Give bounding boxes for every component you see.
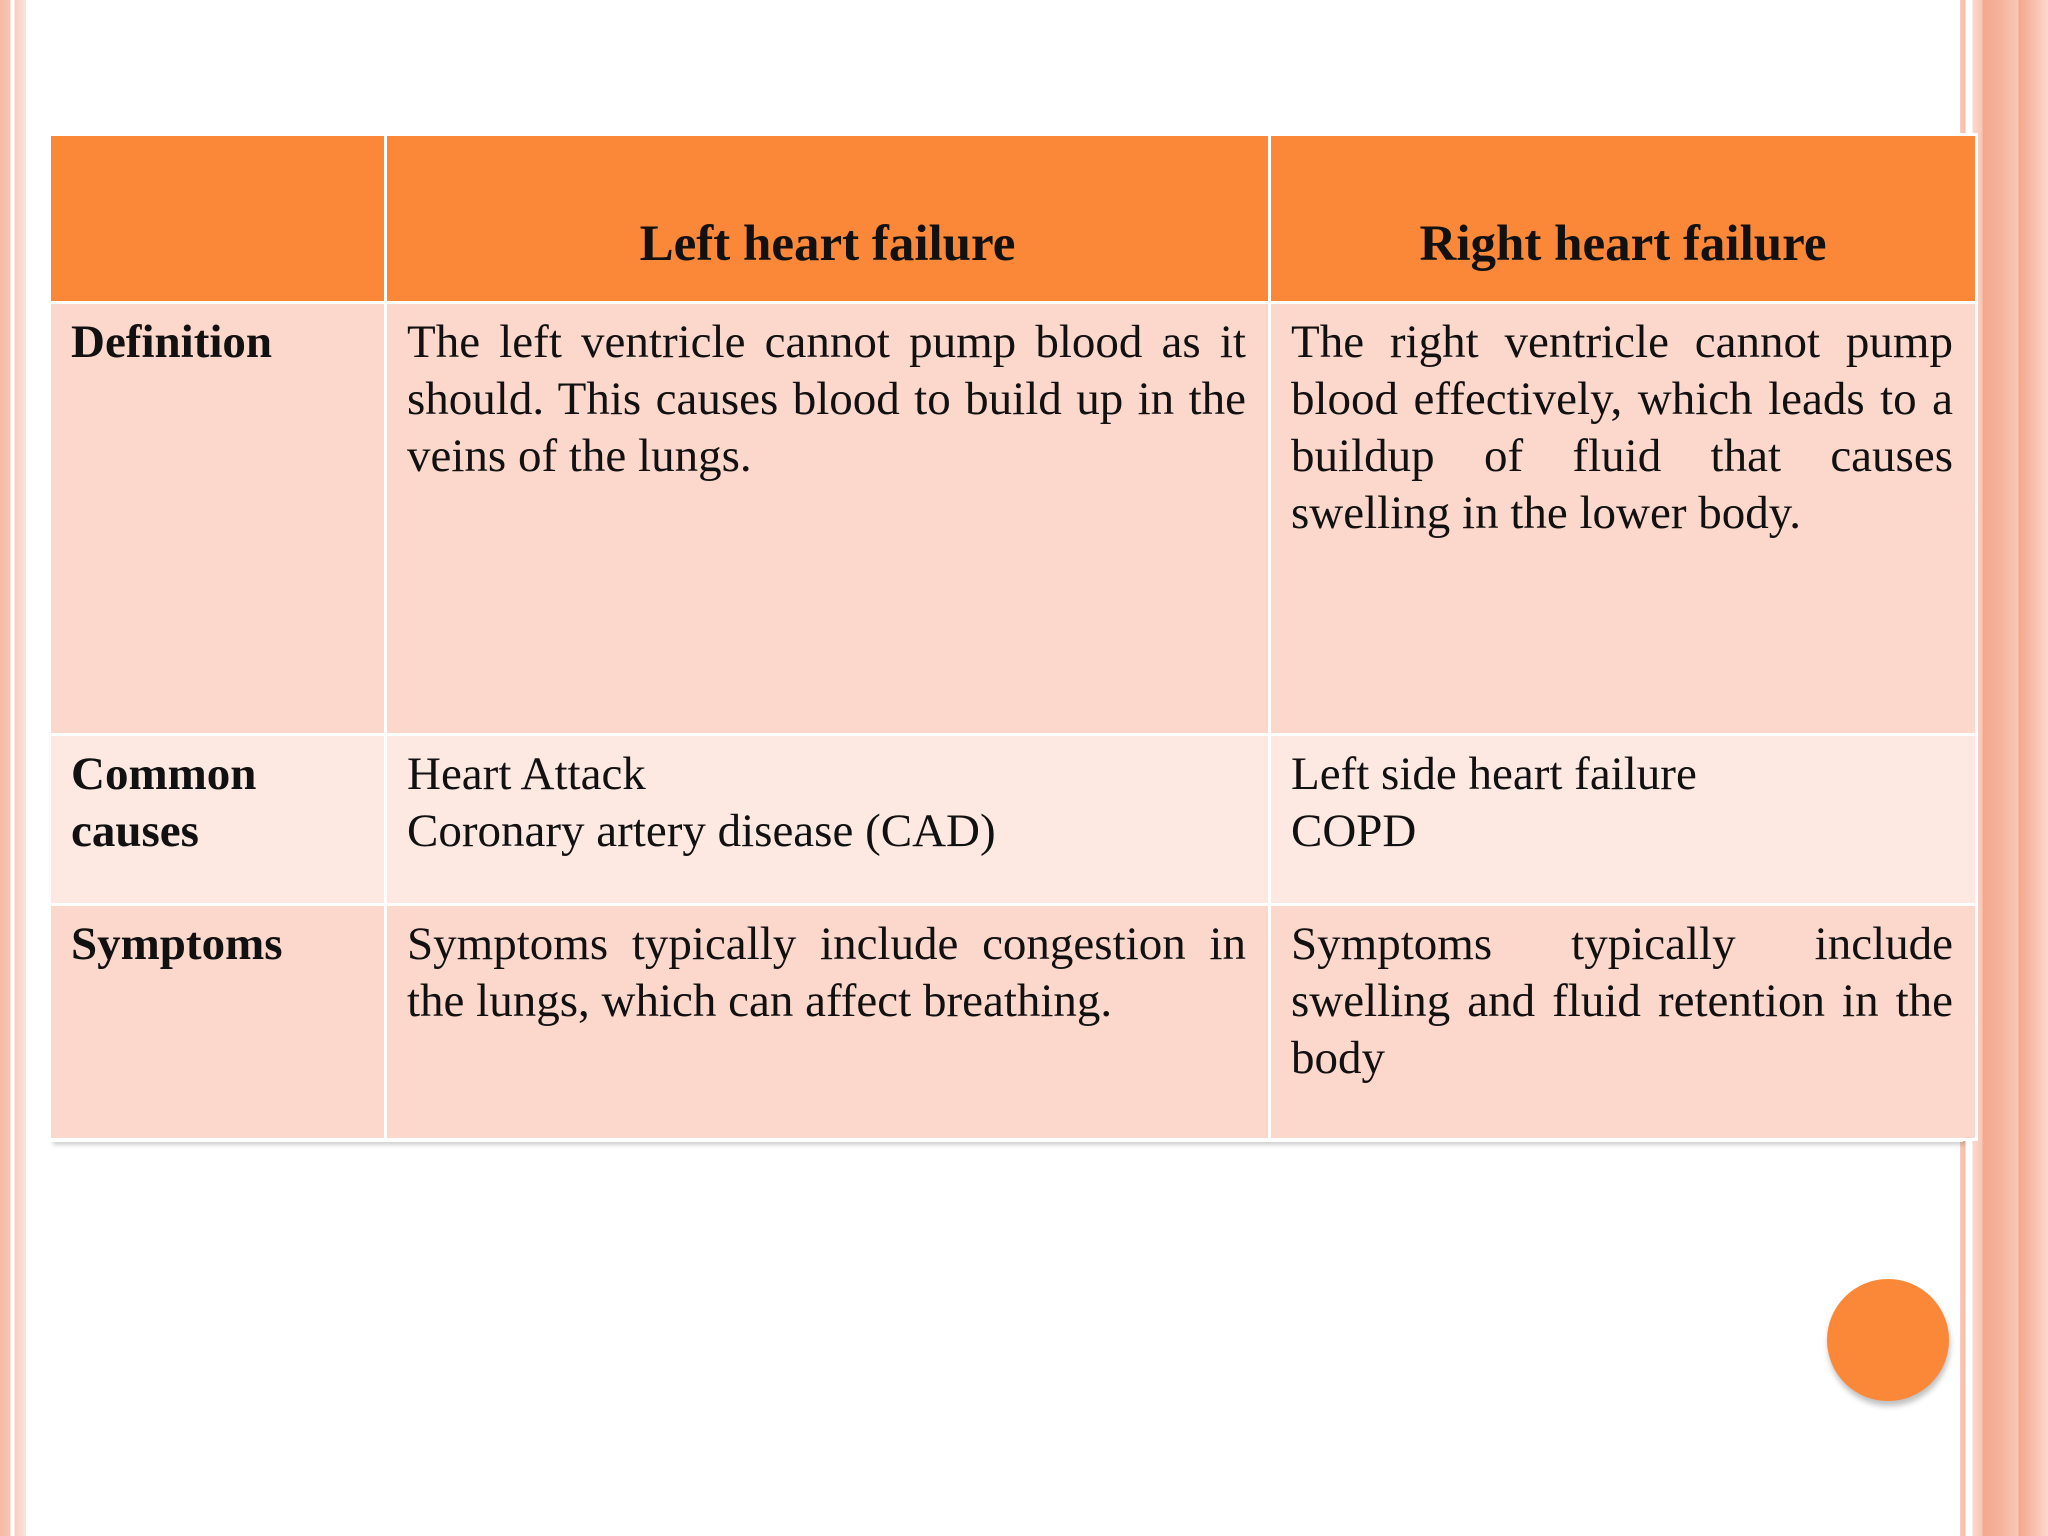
row-label-symptoms: Symptoms [51, 906, 384, 1138]
row-label-definition: Definition [51, 304, 384, 733]
left-decorative-border [0, 0, 26, 1536]
cause-right-2: COPD [1291, 805, 1417, 857]
header-right-heart-failure: Right heart failure [1271, 136, 1975, 301]
cause-left-1: Heart Attack [407, 748, 646, 800]
cause-right-1: Left side heart failure [1291, 748, 1697, 800]
header-left-heart-failure: Left heart failure [387, 136, 1268, 301]
table-row-definition [51, 304, 1975, 733]
cell-symptoms-left: Symptoms typically include congestion in the lungs, which can affect breathing. [387, 906, 1268, 1138]
cell-definition-left: The left ventricle cannot pump blood as it should. This causes blood to build up in the veins of the lungs. [387, 304, 1268, 733]
cell-causes-right [1271, 736, 1975, 903]
orange-circle-decoration [1827, 1279, 1949, 1401]
table-row-common-causes [51, 736, 1975, 903]
cell-symptoms-right: Symptoms typically include swelling and fluid retention in the body [1271, 906, 1975, 1138]
cell-causes-left [387, 736, 1268, 903]
cause-left-2: Coronary artery disease (CAD) [407, 805, 996, 857]
header-empty-cell [51, 136, 384, 301]
comparison-table-container [51, 136, 1963, 1142]
cell-definition-right: The right ventricle cannot pump blood effectively, which leads to a buildup of fluid that causes swelling in the lower body. [1271, 304, 1975, 733]
table-header-row [51, 136, 1975, 301]
row-label-common-causes: Common causes [51, 736, 384, 903]
heart-failure-comparison-table [48, 133, 1978, 1141]
table-row-symptoms [51, 906, 1975, 1138]
